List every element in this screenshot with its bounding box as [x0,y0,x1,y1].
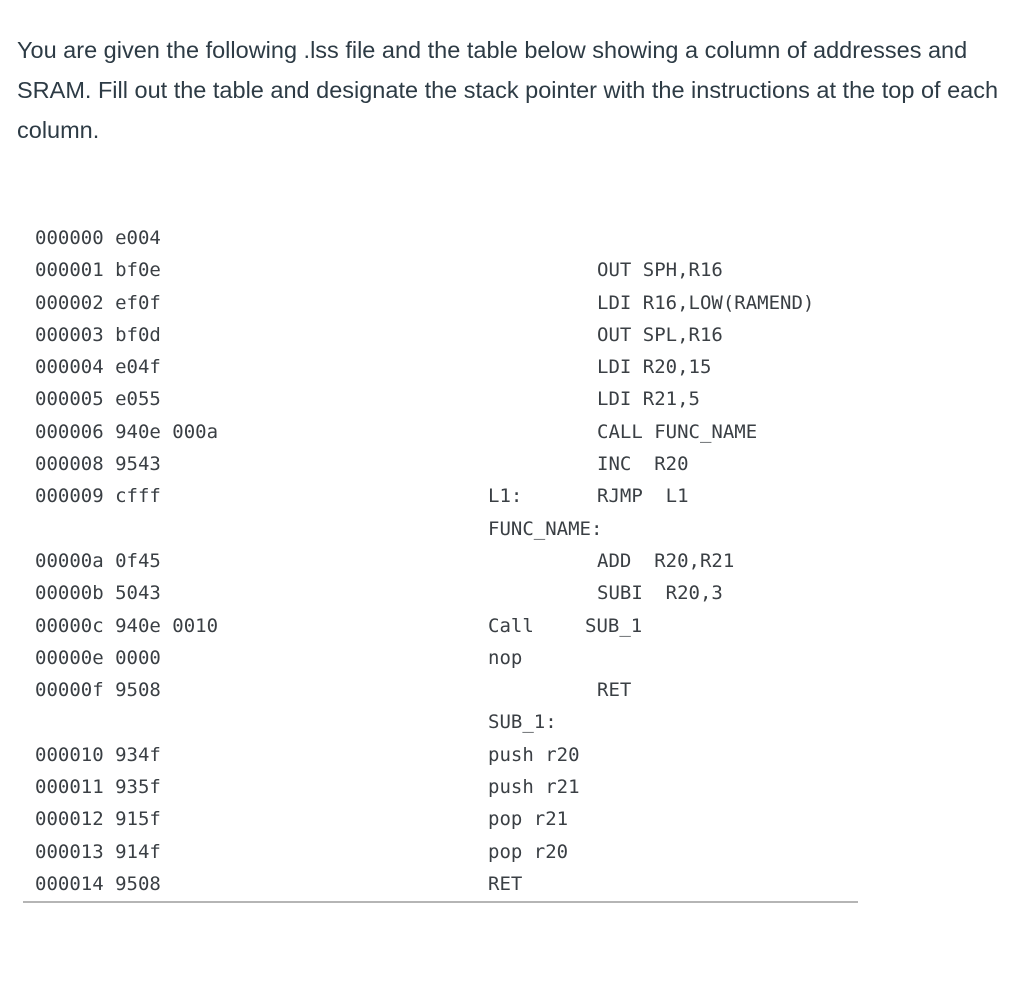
address-opcode: 000003 bf0d [35,323,161,346]
listing-row [0,383,1024,415]
listing-row [0,577,1024,609]
address-opcode: 000005 e055 [35,388,161,411]
instruction: INC R20 [597,453,689,476]
instruction: RJMP L1 [597,485,689,508]
code-label: FUNC_NAME: [488,517,603,540]
instruction: CALL FUNC_NAME [597,420,758,443]
address-opcode: 000013 914f [35,840,161,863]
listing-row [0,706,1024,738]
instruction: ADD R20,R21 [597,549,735,572]
listing-row [0,674,1024,706]
lss-listing [0,222,1024,900]
listing-row [0,771,1024,803]
address-opcode: 000009 cfff [35,485,161,508]
code-label: nop [488,646,523,669]
instruction: OUT SPH,R16 [597,259,723,282]
address-opcode: 000001 bf0e [35,259,161,282]
code-label: Call [488,614,534,637]
listing-row [0,868,1024,900]
listing-row [0,836,1024,868]
code-label: SUB_1: [488,711,557,734]
listing-row [0,642,1024,674]
listing-row [0,480,1024,512]
address-opcode: 000011 935f [35,776,161,799]
instruction: RET [597,679,632,702]
address-opcode: 000012 915f [35,808,161,831]
listing-row [0,254,1024,286]
code-label: pop r21 [488,808,569,831]
instruction: SUB_1 [585,614,643,637]
address-opcode: 00000a 0f45 [35,549,161,572]
divider [23,901,858,903]
listing-row [0,319,1024,351]
listing-row [0,739,1024,771]
address-opcode: 000004 e04f [35,356,161,379]
instruction: LDI R21,5 [597,388,700,411]
listing-row [0,287,1024,319]
instruction: OUT SPL,R16 [597,323,723,346]
address-opcode: 00000c 940e 0010 [35,614,219,637]
instruction: SUBI R20,3 [597,582,723,605]
address-opcode: 00000e 0000 [35,646,161,669]
listing-row [0,351,1024,383]
code-label: pop r20 [488,840,569,863]
code-label: L1: [488,485,523,508]
instruction: LDI R20,15 [597,356,712,379]
listing-row [0,222,1024,254]
listing-row [0,416,1024,448]
listing-row [0,803,1024,835]
listing-row [0,513,1024,545]
address-opcode: 000014 9508 [35,872,161,895]
instruction: LDI R16,LOW(RAMEND) [597,291,815,314]
code-label: RET [488,872,523,895]
listing-row [0,448,1024,480]
listing-row [0,610,1024,642]
address-opcode: 00000f 9508 [35,679,161,702]
address-opcode: 000006 940e 000a [35,420,219,443]
question-text: You are given the following .lss file and the table below showing a column of addresses and SRAM. Fill out the table and designate the stack pointer with the instructions at the top of each column. [17,37,999,143]
code-label: push r21 [488,776,580,799]
address-opcode: 000000 e004 [35,227,161,249]
address-opcode: 000002 ef0f [35,291,161,314]
listing-row [0,545,1024,577]
address-opcode: 000010 934f [35,743,161,766]
address-opcode: 00000b 5043 [35,582,161,605]
code-label: push r20 [488,743,580,766]
address-opcode: 000008 9543 [35,453,161,476]
